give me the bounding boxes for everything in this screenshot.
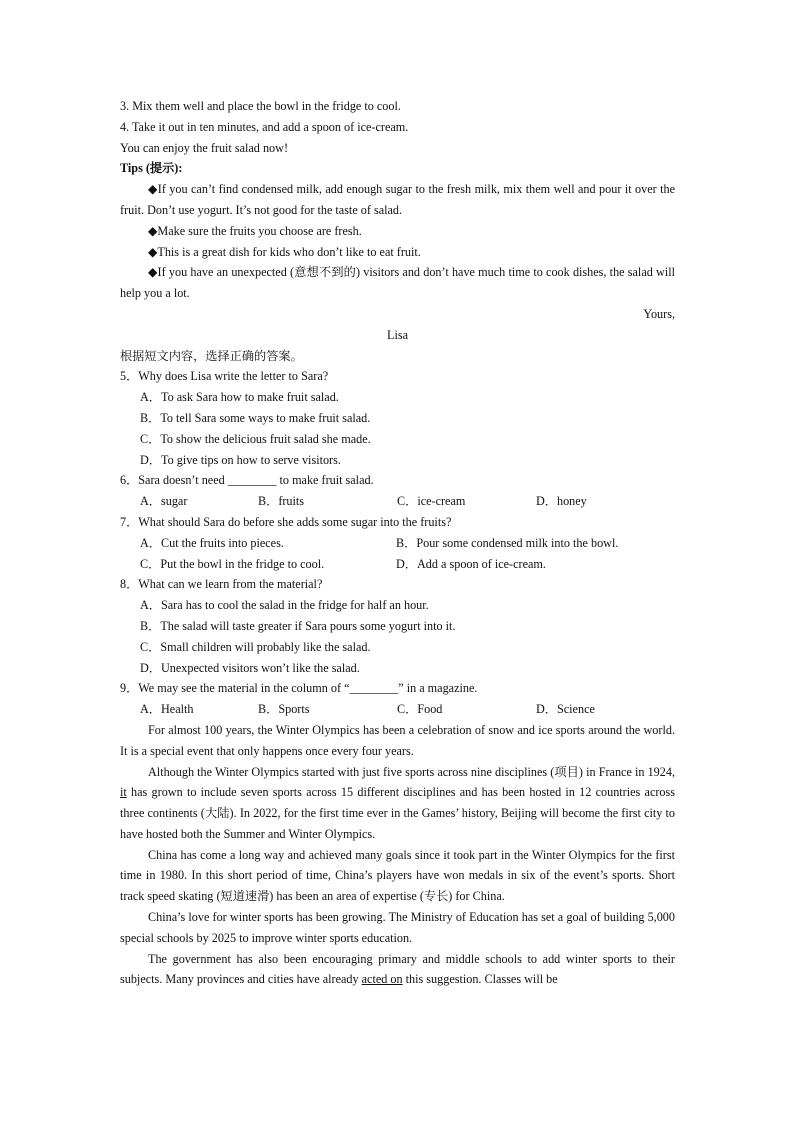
question-5-option-a: A．To ask Sara how to make fruit salad. xyxy=(140,390,339,405)
passage-paragraph-1: For almost 100 years, the Winter Olympics has been a celebration of snow and ice sports around the world. It is a special event that only happens once every four years. xyxy=(120,722,675,758)
question-7-stem: 7．What should Sara do before she adds some sugar into the fruits? xyxy=(120,514,452,529)
letter-closing: Yours, xyxy=(643,306,675,321)
question-8-option-a: A．Sara has to cool the salad in the fridge for half an hour. xyxy=(140,598,429,613)
underlined-phrase-acted-on: acted on xyxy=(361,972,403,987)
question-8-option-d: D．Unexpected visitors won’t like the salad. xyxy=(140,660,360,675)
question-7-option-c: C．Put the bowl in the fridge to cool. xyxy=(140,556,325,571)
enjoy-line: You can enjoy the fruit salad now! xyxy=(120,140,288,155)
tip-1: ◆If you can’t find condensed milk, add enough sugar to the fresh milk, mix them well and pour it over the fruit. Don’t use yogurt. It’s not good for the taste of salad. xyxy=(120,182,675,217)
question-8-stem: 8．What can we learn from the material? xyxy=(120,577,323,592)
document-page xyxy=(120,96,675,990)
question-8-option-b: B．The salad will taste greater if Sara pours some yogurt into it. xyxy=(140,618,456,633)
question-9-stem: 9．We may see the material in the column of “________” in a magazine. xyxy=(120,681,478,696)
question-7-options-row-2 xyxy=(120,554,675,575)
step-3: 3. Mix them well and place the bowl in the fridge to cool. xyxy=(120,99,401,113)
question-8-option-c: C．Small children will probably like the salad. xyxy=(140,639,371,654)
question-5-option-c: C．To show the delicious fruit salad she made. xyxy=(140,431,371,446)
passage-paragraph-2-part-2: has grown to include seven sports across 15 different disciplines and has been hosted in 12 countries across three continents (大陆). In 2022, for the first time ever in the Games’ history, Beijing will become the first city to have hosted both the Summer and Winter Olympics. xyxy=(120,785,675,841)
passage-paragraph-5 xyxy=(120,949,675,991)
question-6-option-b: B．fruits xyxy=(258,494,305,509)
question-5-option-b: B．To tell Sara some ways to make fruit salad. xyxy=(140,410,371,425)
tips-heading: Tips (提示): xyxy=(120,161,183,176)
question-5-stem: 5．Why does Lisa write the letter to Sara? xyxy=(120,369,329,384)
question-5-option-d: D．To give tips on how to serve visitors. xyxy=(140,452,341,467)
instruction: 根据短文内容，选择正确的答案。 xyxy=(120,348,303,363)
passage-paragraph-2-part-1: Although the Winter Olympics started with just five sports across nine disciplines (项目) in France in 1924, xyxy=(148,764,675,779)
question-6-stem: 6．Sara doesn’t need ________ to make fruit salad. xyxy=(120,473,374,488)
question-7-option-b: B．Pour some condensed milk into the bowl. xyxy=(396,535,619,550)
tip-2: ◆Make sure the fruits you choose are fresh. xyxy=(148,223,362,238)
question-6-options xyxy=(120,491,675,512)
question-9-options xyxy=(120,699,675,720)
passage-paragraph-5-part-1: The government has also been encouraging primary and middle schools to add winter sports to their subjects. Many provinces and cities have already xyxy=(120,951,675,987)
question-9-option-b: B．Sports xyxy=(258,702,310,717)
question-7-option-d: D．Add a spoon of ice-cream. xyxy=(396,556,546,571)
question-9-option-c: C．Food xyxy=(397,702,443,717)
question-6-option-d: D．honey xyxy=(536,494,587,509)
letter-signature: Lisa xyxy=(387,327,408,342)
question-9-option-a: A．Health xyxy=(140,702,194,717)
question-7-option-a: A．Cut the fruits into pieces. xyxy=(140,535,284,550)
tip-4: ◆If you have an unexpected (意想不到的) visitors and don’t have much time to cook dishes, the salad will help you a lot. xyxy=(120,265,675,301)
tip-3: ◆This is a great dish for kids who don’t like to eat fruit. xyxy=(148,244,421,259)
passage-paragraph-2 xyxy=(120,762,675,845)
step-4: 4. Take it out in ten minutes, and add a spoon of ice-cream. xyxy=(120,119,409,134)
question-9-option-d: D．Science xyxy=(536,702,595,717)
passage-paragraph-5-part-2: this suggestion. Classes will be xyxy=(402,972,558,987)
question-7-options-row-1 xyxy=(120,533,675,554)
question-6-option-c: C．ice-cream xyxy=(397,494,466,509)
passage-paragraph-3: China has come a long way and achieved many goals since it took part in the Winter Olympics for the first time in 1980. In this short period of time, China’s players have won medals in six of the event’s sports. Short track speed skating (短道速滑) has been an area of expertise (专长) for China. xyxy=(120,847,675,904)
question-6-option-a: A．sugar xyxy=(140,494,188,509)
underlined-word-it: it xyxy=(120,785,127,800)
passage-paragraph-4: China’s love for winter sports has been growing. The Ministry of Education has set a goal of building 5,000 special schools by 2025 to improve winter sports education. xyxy=(120,910,675,945)
